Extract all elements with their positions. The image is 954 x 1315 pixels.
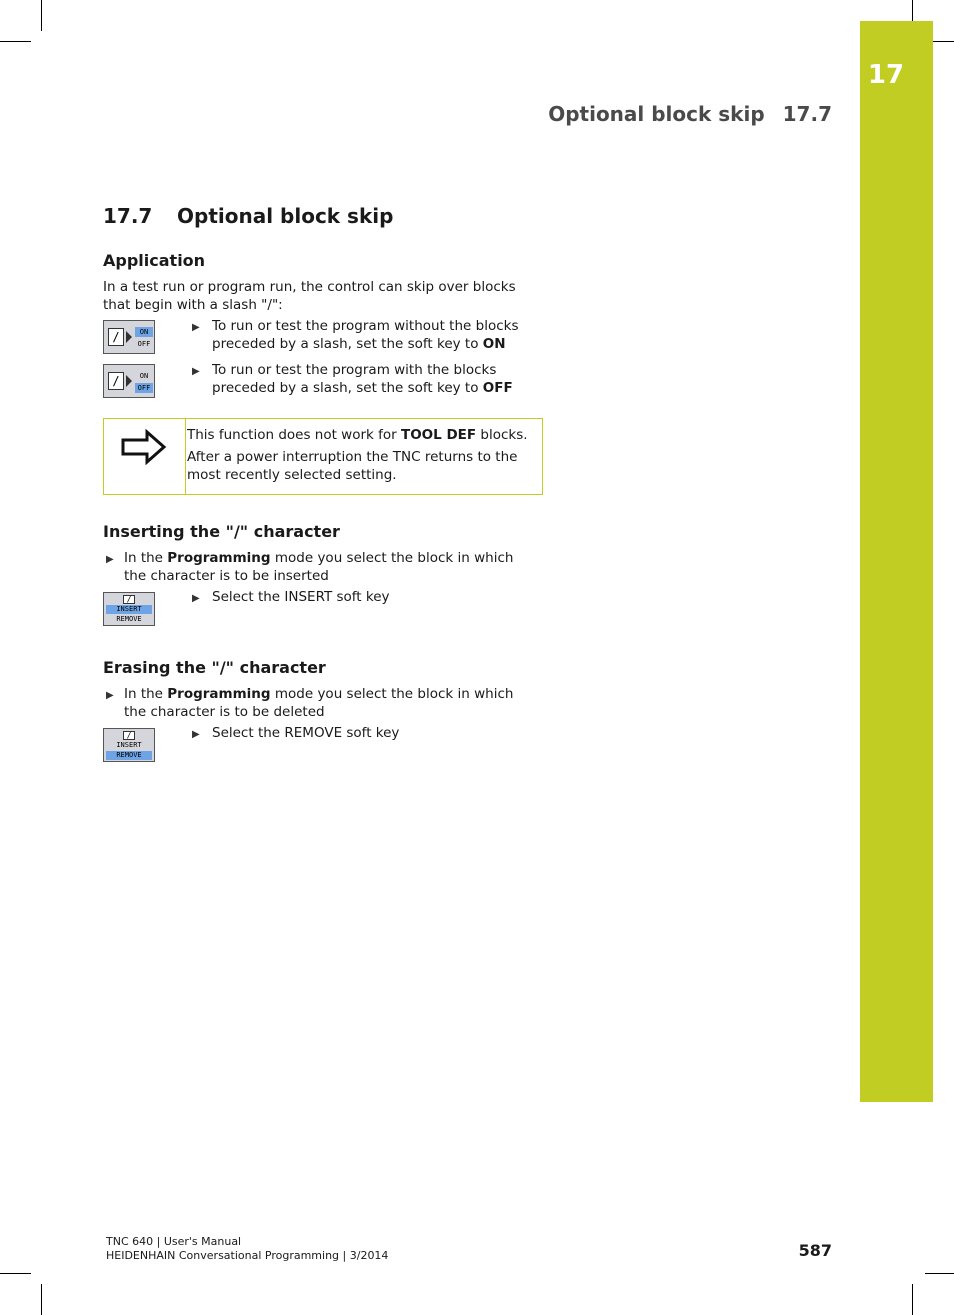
note-text: This function does not work for [187, 427, 401, 443]
chevron-right-icon [126, 331, 132, 343]
hint-arrow-icon [121, 429, 167, 465]
triangle-bullet-icon: ▶ [192, 593, 200, 604]
softkey-on-off-on[interactable] [103, 320, 155, 354]
crop-mark [933, 41, 954, 42]
note-bold: TOOL DEF [401, 427, 477, 443]
softkey-label-insert: INSERT [116, 741, 142, 749]
crop-mark [925, 1273, 954, 1274]
crop-mark [0, 1273, 31, 1274]
softkey-label-remove: REMOVE [106, 751, 152, 760]
chapter-tab-number: 17 [867, 60, 905, 90]
application-step-2 [212, 362, 532, 397]
triangle-bullet-icon: ▶ [192, 729, 200, 740]
chapter-tab [860, 21, 933, 1102]
chevron-right-icon [126, 375, 132, 387]
step-text: To run or test the program with the blocks preceded by a slash, set the soft key to [212, 362, 497, 396]
crop-mark [41, 1284, 42, 1315]
triangle-bullet-icon: ▶ [192, 322, 200, 333]
crop-mark [0, 41, 31, 42]
running-header-number: 17.7 [782, 102, 832, 126]
inserting-step-1 [124, 550, 534, 585]
note-line-2: After a power interruption the TNC returns to the most recently selected setting. [187, 449, 518, 483]
crop-mark [41, 0, 42, 31]
softkey-label-off: OFF [137, 340, 151, 348]
erasing-step-1 [124, 686, 534, 721]
step-bold: OFF [482, 379, 513, 396]
step-text: mode you select the block in which the character is to be inserted [124, 550, 514, 584]
running-header-title: Optional block skip [548, 102, 765, 126]
step-text: mode you select the block in which the character is to be deleted [124, 686, 514, 720]
note-divider [185, 419, 186, 494]
softkey-label-on: ON [135, 327, 153, 337]
page-number: 587 [798, 1241, 832, 1260]
erasing-step-2: Select the REMOVE soft key [212, 725, 400, 741]
section-heading [103, 204, 393, 228]
slash-softkey-icon: / [123, 731, 135, 740]
footer-line-2: HEIDENHAIN Conversational Programming | 3/2014 [106, 1249, 389, 1262]
inserting-heading: Inserting the "/" character [103, 522, 340, 541]
running-header [540, 102, 832, 126]
note-text: blocks. [476, 427, 528, 443]
softkey-on-off-off[interactable] [103, 364, 155, 398]
softkey-label-off: OFF [135, 383, 153, 393]
application-heading: Application [103, 251, 206, 270]
note-line-1 [187, 427, 532, 445]
application-intro: In a test run or program run, the control can skip over blocks that begin with a slash "/": [103, 279, 516, 313]
slash-softkey-icon: / [108, 328, 124, 346]
slash-softkey-icon: / [123, 595, 135, 604]
triangle-bullet-icon: ▶ [192, 366, 200, 377]
softkey-insert[interactable] [103, 592, 155, 626]
triangle-bullet-icon: ▶ [106, 554, 114, 565]
step-text: In the [124, 550, 168, 566]
section-number: 17.7 [103, 204, 153, 228]
crop-mark [912, 0, 913, 21]
step-bold: ON [482, 335, 506, 352]
note-box [103, 418, 543, 495]
step-bold: Programming [167, 550, 271, 566]
step-bold: Programming [167, 686, 271, 702]
softkey-remove[interactable] [103, 728, 155, 762]
application-step-1 [212, 318, 532, 353]
softkey-label-remove: REMOVE [116, 615, 142, 623]
footer-line-1: TNC 640 | User's Manual [106, 1235, 242, 1248]
erasing-heading: Erasing the "/" character [103, 658, 326, 677]
slash-softkey-icon: / [108, 372, 124, 390]
step-text: In the [124, 686, 168, 702]
softkey-label-insert: INSERT [106, 605, 152, 614]
softkey-label-on: ON [139, 372, 149, 380]
triangle-bullet-icon: ▶ [106, 690, 114, 701]
crop-mark [912, 1284, 913, 1315]
section-title: Optional block skip [177, 204, 394, 228]
inserting-step-2: Select the INSERT soft key [212, 589, 390, 605]
step-text: To run or test the program without the blocks preceded by a slash, set the soft key to [212, 318, 519, 352]
footer [106, 1235, 388, 1263]
